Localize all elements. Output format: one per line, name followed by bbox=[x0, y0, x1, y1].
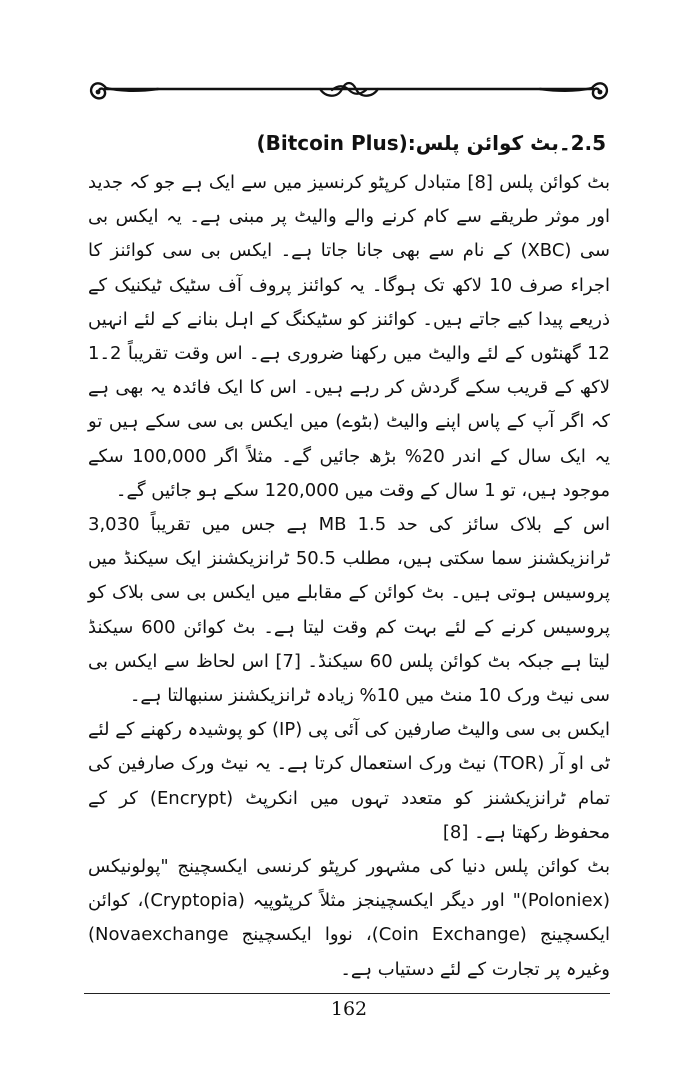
header-ornament bbox=[88, 68, 610, 110]
footer-divider bbox=[84, 993, 610, 994]
paragraph-block-size: اس کے بلاک سائز کی حد 1.5 MB ہے جس میں تقریباً 3,030 ٹرانزیکشنز سما سکتی ہیں، مطلب 50.5 ٹرانزیکشنز ایک سیکنڈ میں پروسیس ہوتی ہیں۔ بٹ کوائن کے مقابلے میں ایکس بی سی بلاک کو پروسیس کرنے کے لئے بہت کم وقت لیتا ہے۔ بٹ کوائن 600 سیکنڈ لیتا ہے جبکہ بٹ کوائن پلس 60 سیکنڈ۔ [7] اس لحاظ سے ایکس بی سی نیٹ ورک 10 منٹ میں 10% زیادہ ٹرانزیکشنز سنبھالتا ہے۔ bbox=[88, 514, 611, 707]
paragraph-tor-privacy: ایکس بی سی والیٹ صارفین کی آئی پی (IP) کو پوشیدہ رکھنے کے لئے ٹی او آر (TOR) نیٹ ورک استعمال کرتا ہے۔ یہ نیٹ ورک صارفین کی تمام ٹرانزیکشنز کو متعدد تہوں میں انکرپٹ (Encrypt) کر کے محفوظ رکھتا ہے۔ [8] bbox=[88, 719, 611, 843]
page-number: 162 bbox=[330, 998, 368, 1020]
section-heading: 2.5۔بٹ کوائن پلس:(Bitcoin Plus) bbox=[256, 131, 606, 155]
body-text bbox=[88, 166, 610, 987]
paragraph-xbc-intro: بٹ کوائن پلس [8] متبادل کرپٹو کرنسیز میں سے ایک ہے جو کہ جدید اور موثر طریقے سے کام کرنے والے والیٹ پر مبنی ہے۔ یہ ایکس بی سی (XBC) کے نام سے بھی جانا جاتا ہے۔ ایکس بی سی کوائنز کا اجراء صرف 10 لاکھ تک ہوگا۔ یہ کوائنز پروف آف سٹیک ٹیکنیک کے ذریعے پیدا کیے جاتے ہیں۔ کوائنز کو سٹیکنگ کے اہل بنانے کے لئے انہیں 12 گھنٹوں کے لئے والیٹ میں رکھنا ضروری ہے۔ اس وقت تقریباً 2۔1 لاکھ کے قریب سکے گردش کر رہے ہیں۔ اس کا ایک فائدہ یہ بھی ہے کہ اگر آپ کے پاس اپنے والیٹ (بٹوے) میں ایکس بی سی سکے ہیں تو یہ ایک سال کے اندر 20% بڑھ جائیں گے۔ مثلاً اگر 100,000 سکے موجود ہیں، تو 1 سال کے وقت میں 120,000 سکے ہو جائیں گے۔ bbox=[88, 172, 611, 501]
paragraph-exchanges: بٹ کوائن پلس دنیا کی مشہور کرپٹو کرنسی ایکسچینج "پولونیکس (Poloniex)" اور دیگر ایکسچینجز مثلاً کرپٹوپیہ (Cryptopia)، کوائن ایکسچینج (Coin Exchange)، نووا ایکسچینج Novaexchange) وغیرہ پر تجارت کے لئے دستیاب ہے۔ bbox=[88, 856, 611, 980]
